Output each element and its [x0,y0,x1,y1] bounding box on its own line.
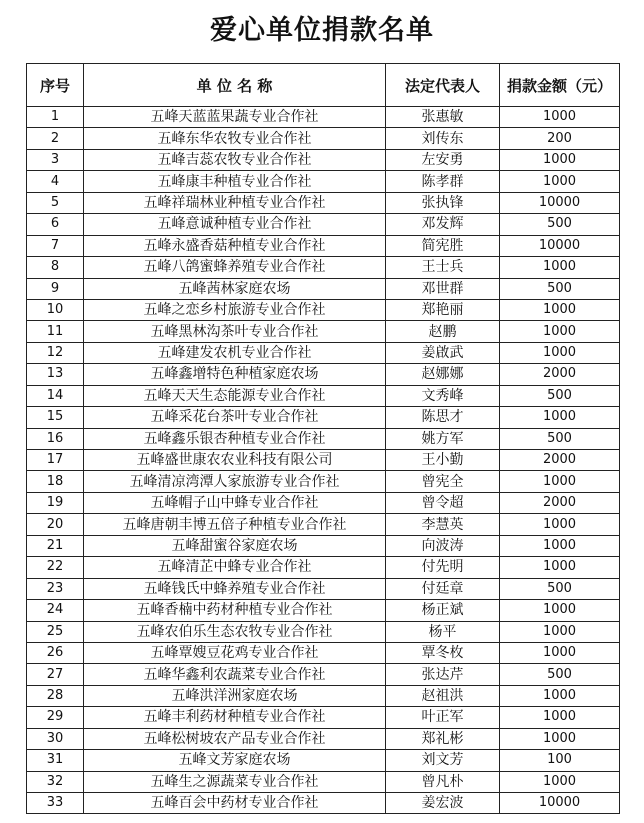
unit-name-cell: 五峰祥瑞林业种植专业合作社 [84,192,386,213]
legal-representative-cell: 姜啟武 [386,342,500,363]
header-unit-name: 单 位 名 称 [84,64,386,107]
table-row [27,342,620,363]
legal-representative-cell: 叶正军 [386,707,500,728]
legal-representative-cell: 郑艳丽 [386,299,500,320]
legal-representative-cell: 张惠敏 [386,107,500,128]
serial-number-cell: 5 [27,192,84,213]
header-donation-amount: 捐款金额（元） [500,64,620,107]
donation-amount-cell: 500 [500,278,620,299]
serial-number-cell: 10 [27,299,84,320]
unit-name-cell: 五峰帽子山中蜂专业合作社 [84,492,386,513]
unit-name-cell: 五峰清芷中蜂专业合作社 [84,557,386,578]
table-row [27,450,620,471]
unit-name-cell: 五峰康丰种植专业合作社 [84,171,386,192]
table-row [27,728,620,749]
donation-amount-cell: 1000 [500,557,620,578]
serial-number-cell: 19 [27,492,84,513]
unit-name-cell: 五峰东华农牧专业合作社 [84,128,386,149]
serial-number-cell: 29 [27,707,84,728]
legal-representative-cell: 文秀峰 [386,385,500,406]
unit-name-cell: 五峰清凉湾潭人家旅游专业合作社 [84,471,386,492]
donation-amount-cell: 500 [500,428,620,449]
unit-name-cell: 五峰之恋乡村旅游专业合作社 [84,299,386,320]
serial-number-cell: 31 [27,750,84,771]
donation-amount-cell: 10000 [500,235,620,256]
header-legal-representative: 法定代表人 [386,64,500,107]
unit-name-cell: 五峰唐朝丰博五倍子种植专业合作社 [84,514,386,535]
legal-representative-cell: 张执锋 [386,192,500,213]
table-row [27,793,620,814]
table-row [27,171,620,192]
table-row [27,750,620,771]
table-row [27,600,620,621]
legal-representative-cell: 张达芹 [386,664,500,685]
unit-name-cell: 五峰生之源蔬菜专业合作社 [84,771,386,792]
header-serial-number: 序号 [27,64,84,107]
table-row [27,149,620,170]
donation-amount-cell: 1000 [500,707,620,728]
unit-name-cell: 五峰永盛香菇种植专业合作社 [84,235,386,256]
serial-number-cell: 21 [27,535,84,556]
legal-representative-cell: 曾令超 [386,492,500,513]
donation-amount-cell: 100 [500,750,620,771]
unit-name-cell: 五峰丰利药材种植专业合作社 [84,707,386,728]
table-row [27,214,620,235]
donation-amount-cell: 2000 [500,492,620,513]
unit-name-cell: 五峰文芳家庭农场 [84,750,386,771]
page-title: 爱心单位捐款名单 [210,15,434,46]
serial-number-cell: 2 [27,128,84,149]
serial-number-cell: 24 [27,600,84,621]
serial-number-cell: 33 [27,793,84,814]
serial-number-cell: 23 [27,578,84,599]
table-row [27,557,620,578]
table-body [27,107,620,814]
table-row [27,428,620,449]
table-row [27,257,620,278]
donation-amount-cell: 1000 [500,342,620,363]
serial-number-cell: 25 [27,621,84,642]
legal-representative-cell: 邓世群 [386,278,500,299]
table-row [27,471,620,492]
legal-representative-cell: 姚方军 [386,428,500,449]
serial-number-cell: 20 [27,514,84,535]
table-row [27,407,620,428]
serial-number-cell: 3 [27,149,84,170]
table-row [27,192,620,213]
unit-name-cell: 五峰天蓝蓝果蔬专业合作社 [84,107,386,128]
legal-representative-cell: 郑礼彬 [386,728,500,749]
legal-representative-cell: 付廷章 [386,578,500,599]
unit-name-cell: 五峰意诚种植专业合作社 [84,214,386,235]
donation-amount-cell: 10000 [500,793,620,814]
unit-name-cell: 五峰钱氏中蜂养殖专业合作社 [84,578,386,599]
unit-name-cell: 五峰香楠中药材种植专业合作社 [84,600,386,621]
unit-name-cell: 五峰茜林家庭农场 [84,278,386,299]
serial-number-cell: 22 [27,557,84,578]
donation-amount-cell: 1000 [500,149,620,170]
donation-amount-cell: 1000 [500,728,620,749]
donation-amount-cell: 1000 [500,257,620,278]
table-row [27,107,620,128]
serial-number-cell: 11 [27,321,84,342]
donation-amount-cell: 1000 [500,171,620,192]
unit-name-cell: 五峰八鸽蜜蜂养殖专业合作社 [84,257,386,278]
legal-representative-cell: 杨平 [386,621,500,642]
legal-representative-cell: 向波涛 [386,535,500,556]
table-header-row [27,64,620,107]
table-row [27,514,620,535]
donation-amount-cell: 500 [500,214,620,235]
legal-representative-cell: 姜宏波 [386,793,500,814]
unit-name-cell: 五峰天天生态能源专业合作社 [84,385,386,406]
donation-amount-cell: 2000 [500,364,620,385]
table-row [27,299,620,320]
unit-name-cell: 五峰盛世康农农业科技有限公司 [84,450,386,471]
legal-representative-cell: 赵娜娜 [386,364,500,385]
serial-number-cell: 28 [27,685,84,706]
table-row [27,364,620,385]
donation-amount-cell: 1000 [500,600,620,621]
legal-representative-cell: 覃冬枚 [386,642,500,663]
legal-representative-cell: 付先明 [386,557,500,578]
legal-representative-cell: 刘文芳 [386,750,500,771]
table-row [27,385,620,406]
unit-name-cell: 五峰建发农机专业合作社 [84,342,386,363]
donation-amount-cell: 200 [500,128,620,149]
donation-amount-cell: 1000 [500,642,620,663]
donation-amount-cell: 500 [500,664,620,685]
donation-amount-cell: 10000 [500,192,620,213]
serial-number-cell: 17 [27,450,84,471]
donation-amount-cell: 1000 [500,321,620,342]
unit-name-cell: 五峰华鑫利农蔬菜专业合作社 [84,664,386,685]
donation-amount-cell: 1000 [500,535,620,556]
table-row [27,771,620,792]
serial-number-cell: 9 [27,278,84,299]
table-row [27,321,620,342]
serial-number-cell: 32 [27,771,84,792]
legal-representative-cell: 李慧英 [386,514,500,535]
table-row [27,492,620,513]
donation-amount-cell: 1000 [500,685,620,706]
donation-amount-cell: 500 [500,385,620,406]
legal-representative-cell: 王小勤 [386,450,500,471]
donation-amount-cell: 1000 [500,514,620,535]
donation-amount-cell: 500 [500,578,620,599]
unit-name-cell: 五峰鑫乐银杏种植专业合作社 [84,428,386,449]
unit-name-cell: 五峰松树坡农产品专业合作社 [84,728,386,749]
table-row [27,278,620,299]
donor-table [26,63,620,814]
table-row [27,535,620,556]
donation-amount-cell: 1000 [500,299,620,320]
serial-number-cell: 1 [27,107,84,128]
serial-number-cell: 13 [27,364,84,385]
legal-representative-cell: 陈思才 [386,407,500,428]
table-row [27,685,620,706]
serial-number-cell: 4 [27,171,84,192]
legal-representative-cell: 曾凡朴 [386,771,500,792]
unit-name-cell: 五峰采花台茶叶专业合作社 [84,407,386,428]
unit-name-cell: 五峰洪洋洲家庭农场 [84,685,386,706]
legal-representative-cell: 王士兵 [386,257,500,278]
legal-representative-cell: 陈孝群 [386,171,500,192]
legal-representative-cell: 赵祖洪 [386,685,500,706]
donation-amount-cell: 1000 [500,107,620,128]
unit-name-cell: 五峰黑林沟茶叶专业合作社 [84,321,386,342]
table-row [27,664,620,685]
serial-number-cell: 7 [27,235,84,256]
donation-amount-cell: 1000 [500,407,620,428]
serial-number-cell: 6 [27,214,84,235]
unit-name-cell: 五峰吉蕊农牧专业合作社 [84,149,386,170]
serial-number-cell: 15 [27,407,84,428]
table-row [27,621,620,642]
legal-representative-cell: 邓发辉 [386,214,500,235]
unit-name-cell: 五峰农伯乐生态农牧专业合作社 [84,621,386,642]
unit-name-cell: 五峰甜蜜谷家庭农场 [84,535,386,556]
donation-amount-cell: 1000 [500,621,620,642]
serial-number-cell: 12 [27,342,84,363]
unit-name-cell: 五峰百会中药材专业合作社 [84,793,386,814]
table-row [27,707,620,728]
table-row [27,642,620,663]
legal-representative-cell: 赵鹏 [386,321,500,342]
unit-name-cell: 五峰鑫增特色种植家庭农场 [84,364,386,385]
table-row [27,235,620,256]
serial-number-cell: 16 [27,428,84,449]
serial-number-cell: 8 [27,257,84,278]
table-row [27,578,620,599]
serial-number-cell: 18 [27,471,84,492]
legal-representative-cell: 曾宪全 [386,471,500,492]
unit-name-cell: 五峰覃嫂豆花鸡专业合作社 [84,642,386,663]
serial-number-cell: 30 [27,728,84,749]
legal-representative-cell: 杨正斌 [386,600,500,621]
legal-representative-cell: 刘传东 [386,128,500,149]
serial-number-cell: 14 [27,385,84,406]
table-row [27,128,620,149]
donation-amount-cell: 1000 [500,471,620,492]
serial-number-cell: 27 [27,664,84,685]
legal-representative-cell: 左安勇 [386,149,500,170]
donation-amount-cell: 1000 [500,771,620,792]
legal-representative-cell: 简宪胜 [386,235,500,256]
donation-amount-cell: 2000 [500,450,620,471]
serial-number-cell: 26 [27,642,84,663]
